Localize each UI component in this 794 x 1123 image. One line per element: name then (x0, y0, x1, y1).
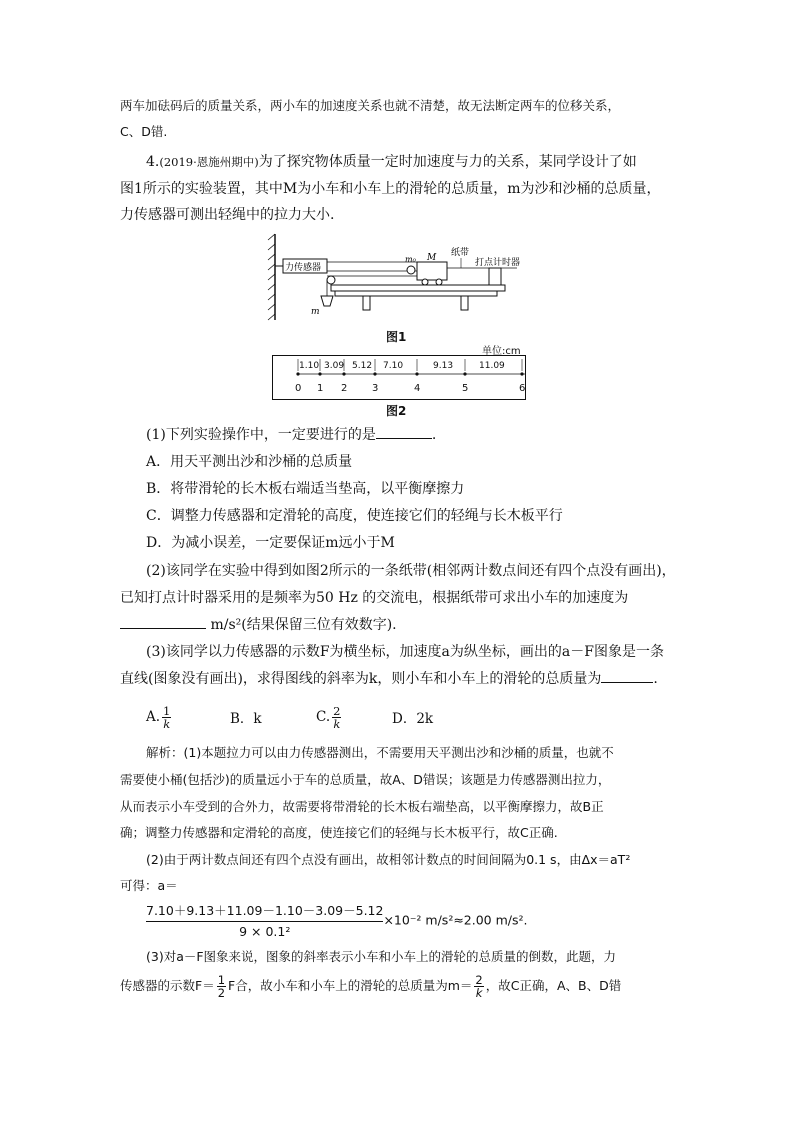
solution-3-line-1: (3)对a－F图象来说，图象的斜率表示小车和小车上的滑轮的总质量的倒数，此题，力 (146, 949, 617, 964)
option-c-label: C. (316, 709, 331, 725)
point-label-0: 0 (295, 383, 302, 394)
part3-option-d: D．2k (392, 711, 434, 727)
part2-answer-blank[interactable] (120, 614, 206, 629)
figure-2-unit: 单位:cm (482, 346, 521, 357)
part2-line-3-tail: m/s²(结果保留三位有效数字). (206, 617, 397, 633)
point-label-6: 6 (519, 383, 526, 394)
part1-option-c: C．调整力传感器和定滑轮的高度，使连接它们的轻绳与长木板平行 (146, 508, 563, 524)
point-label-2: 2 (341, 383, 348, 394)
solution-2-line-1: (2)由于两计数点间还有四个点没有画出，故相邻计数点的时间间隔为0.1 s，由Δx＝aT² (146, 852, 631, 867)
problem-intro-line-2: 图1所示的实验装置，其中M为小车和小车上的滑轮的总质量，m为沙和沙桶的总质量， (120, 181, 661, 197)
tape-dot-4 (415, 372, 418, 375)
half-fraction (217, 974, 226, 999)
mass-numerator: 2 (475, 973, 483, 987)
solution-2-line-2: 可得：a＝ (120, 878, 178, 893)
problem-intro-line-1 (146, 152, 637, 172)
part3-end: . (653, 671, 658, 687)
distance-label-1: 1.10 (299, 361, 320, 371)
acceleration-formula (146, 901, 528, 939)
wall-hatching (268, 234, 275, 320)
formula-denominator: 9 × 0.1² (239, 924, 291, 939)
solution-3-part-b: F合，故小车和小车上的滑轮的总质量为m＝ (228, 978, 473, 993)
distance-label-4: 7.10 (383, 361, 404, 371)
distance-label-6: 11.09 (479, 361, 505, 371)
problem-intro-line-3: 力传感器可测出轻绳中的拉力大小. (120, 207, 335, 223)
figure-2-caption: 图2 (386, 404, 407, 418)
part2-line-2: 已知打点计时器采用的是频率为50 Hz 的交流电，根据纸带可求出小车的加速度为 (120, 590, 629, 606)
part1-option-a: A．用天平测出沙和沙桶的总质量 (146, 454, 353, 470)
force-sensor-label: 力传感器 (285, 263, 322, 273)
problem-intro-text: 为了探究物体质量一定时加速度与力的关系，某同学设计了如 (258, 154, 637, 170)
part3-line-2-text: 直线(图象没有画出)，求得图线的斜率为k，则小车和小车上的滑轮的总质量为 (120, 671, 602, 687)
tape-dot-6 (520, 372, 523, 375)
part3-option-c (316, 705, 343, 730)
cart-body (417, 262, 447, 280)
timer-box (489, 268, 501, 285)
distance-label-3: 5.12 (352, 361, 373, 371)
pulley-circle (327, 276, 335, 284)
cart-mass-label: M (427, 253, 437, 263)
part3-option-a (146, 705, 173, 730)
problem-source: (2019·恩施州期中) (159, 155, 259, 169)
board-leg-right (461, 296, 468, 310)
part2-line-1: (2)该同学在实验中得到如图2所示的一条纸带(相邻两计数点间还有四个点没有画出)， (146, 563, 676, 579)
tape-dot-3 (373, 372, 376, 375)
part1-end: . (431, 427, 437, 443)
option-a-denominator: k (163, 717, 171, 731)
distance-label-2: 3.09 (324, 361, 345, 371)
option-a-numerator: 1 (163, 704, 171, 718)
part3-answer-blank[interactable] (601, 668, 653, 683)
problem-number: 4. (146, 154, 160, 170)
solution-1-line-4: 确；调整力传感器和定滑轮的高度，使连接它们的轻绳与长木板平行，故C正确. (120, 825, 558, 840)
continuation-line-2: C、D错. (120, 124, 168, 139)
figure-1-apparatus (265, 232, 525, 322)
solution-1-line-1: 解析：(1)本题拉力可以由力传感器测出，不需要用天平测出沙和沙桶的质量，也就不 (146, 745, 614, 760)
part1-option-d: D．为减小误差，一定要保证m远小于M (146, 535, 395, 551)
board-base (335, 291, 497, 296)
point-label-1: 1 (317, 383, 324, 394)
figure-2-tape (272, 355, 526, 400)
half-denominator: 2 (217, 986, 226, 1000)
formula-numerator: 7.10＋9.13＋11.09－1.10－3.09－5.12 (146, 901, 383, 922)
part1-stem (146, 424, 436, 445)
m0-label: m₀ (405, 255, 416, 264)
tape-dot-2 (342, 372, 345, 375)
part1-option-b: B．将带滑轮的长木板右端适当垫高，以平衡摩擦力 (146, 481, 465, 497)
formula-tail: ×10⁻² m/s²≈2.00 m/s². (383, 912, 528, 928)
cart-pulley (407, 266, 415, 274)
point-label-4: 4 (414, 383, 421, 394)
part1-answer-blank[interactable] (376, 424, 432, 439)
mass-fraction (474, 974, 483, 999)
solution-3-part-c: ，故C正确，A、B、D错 (485, 978, 622, 993)
sand-bucket (321, 296, 333, 306)
option-c-fraction (332, 705, 341, 730)
solution-1-line-2: 需要使小桶(包括沙)的质量远小于车的总质量，故A、D错误；该题是力传感器测出拉力， (120, 772, 611, 787)
point-label-3: 3 (372, 383, 379, 394)
continuation-line-1: 两车加砝码后的质量关系，两小车的加速度关系也就不清楚，故无法断定两车的位移关系， (120, 98, 621, 113)
option-c-denominator: k (333, 717, 341, 731)
part3-option-b: B．k (230, 711, 262, 727)
mass-denominator: k (475, 986, 483, 1000)
option-a-fraction (162, 705, 171, 730)
part1-stem-text: (1)下列实验操作中，一定要进行的是 (146, 427, 376, 443)
part3-line-2 (120, 668, 658, 689)
distance-label-5: 9.13 (433, 361, 454, 371)
solution-3-line-2 (120, 974, 621, 999)
option-c-numerator: 2 (333, 704, 341, 718)
solution-1-line-3: 从而表示小车受到的合外力，故需要将带滑轮的长木板右端垫高，以平衡摩擦力，故B正 (120, 799, 604, 814)
bucket-mass-label: m (311, 307, 320, 317)
board-leg-left (363, 296, 370, 310)
part3-line-1: (3)该同学以力传感器的示数F为横坐标，加速度a为纵坐标，画出的a－F图象是一条 (146, 644, 664, 660)
cart-wheel-right (436, 279, 442, 285)
option-a-label: A. (146, 709, 161, 725)
solution-3-part-a: 传感器的示数F＝ (120, 978, 215, 993)
half-numerator: 1 (217, 973, 226, 987)
figure-1-caption: 图1 (386, 330, 407, 344)
part2-line-3 (120, 614, 397, 635)
tape-dot-5 (463, 372, 466, 375)
cart-wheel-left (422, 279, 428, 285)
point-label-5: 5 (462, 383, 469, 394)
tape-label: 纸带 (451, 248, 470, 258)
timer-label: 打点计时器 (475, 258, 521, 268)
tape-dot-1 (318, 372, 321, 375)
tape-dot-0 (296, 372, 299, 375)
long-board (331, 285, 505, 291)
